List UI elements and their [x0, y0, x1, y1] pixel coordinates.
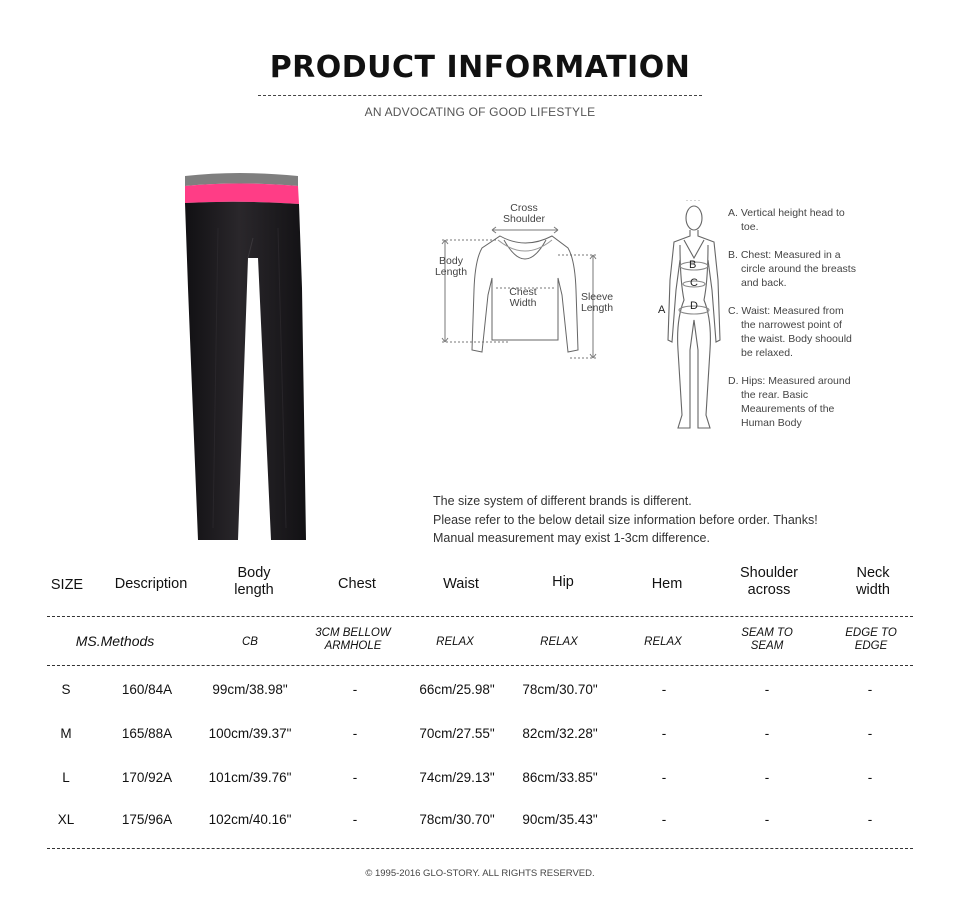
table-divider-2: [47, 665, 913, 666]
cell-body-length: 102cm/40.16": [208, 812, 292, 827]
cell-shoulder-across: -: [764, 812, 770, 827]
figure-label-c: C: [690, 277, 698, 289]
label-chest-width: Chest Width: [509, 286, 537, 309]
product-image-pants: [178, 168, 318, 546]
col-header-description: Description: [114, 576, 188, 592]
cell-shoulder-across: -: [764, 682, 770, 697]
col-header-hem: Hem: [651, 576, 683, 592]
cell-chest: -: [352, 682, 358, 697]
cell-size: L: [62, 770, 70, 785]
note-line-2: Please refer to the below detail size information before order. Thanks!: [433, 512, 818, 527]
method-shoulder-across: SEAM TO SEAM: [741, 627, 793, 652]
page-title: PRODUCT INFORMATION: [269, 50, 691, 85]
col-header-chest: Chest: [338, 576, 376, 592]
waistband-pink: [185, 184, 299, 205]
cell-description: 165/88A: [121, 726, 173, 741]
cell-body-length: 100cm/39.37": [208, 726, 292, 741]
copyright-footer: © 1995-2016 GLO-STORY. ALL RIGHTS RESERVED.: [365, 868, 595, 879]
legend-d: D. Hips: Measured around the rear. Basic Meaurements of the Human Body: [728, 375, 851, 429]
cell-hip: 82cm/32.28": [522, 726, 598, 741]
cell-waist: 66cm/25.98": [419, 682, 495, 697]
note-line-1: The size system of different brands is different.: [433, 494, 692, 508]
legend-b: B. Chest: Measured in a circle around the breasts and back.: [728, 249, 856, 289]
method-body-length: CB: [242, 636, 258, 648]
cell-neck-width: -: [867, 726, 873, 741]
cell-chest: -: [352, 812, 358, 827]
label-body-length: Body Length: [434, 255, 468, 278]
measurement-legend: [728, 206, 858, 444]
cell-size: M: [60, 726, 72, 741]
method-hem: RELAX: [644, 636, 682, 648]
col-header-body-length: Body length: [234, 565, 274, 598]
cell-size: XL: [57, 812, 75, 827]
cell-hip: 86cm/33.85": [522, 770, 598, 785]
cell-neck-width: -: [867, 812, 873, 827]
cell-hem: -: [661, 682, 667, 697]
methods-label: MS.Methods: [75, 633, 155, 649]
col-header-shoulder-across: Shoulder across: [739, 565, 799, 598]
size-notes: [433, 492, 818, 548]
human-body-figure: [664, 200, 724, 440]
cell-hip: 78cm/30.70": [522, 682, 598, 697]
cell-body-length: 99cm/38.98": [212, 682, 288, 697]
cell-chest: -: [352, 770, 358, 785]
col-header-hip: Hip: [552, 574, 574, 590]
figure-label-b: B: [689, 259, 697, 271]
method-waist: RELAX: [436, 636, 474, 648]
cell-waist: 74cm/29.13": [419, 770, 495, 785]
cell-shoulder-across: -: [764, 726, 770, 741]
cell-neck-width: -: [867, 682, 873, 697]
pants-body: [185, 202, 306, 540]
cell-chest: -: [352, 726, 358, 741]
note-line-3: Manual measurement may exist 1-3cm difference.: [433, 531, 710, 545]
label-sleeve-length: Sleeve Length: [580, 291, 614, 314]
figure-label-d: D: [690, 300, 698, 312]
col-header-size: SIZE: [50, 577, 84, 593]
cell-shoulder-across: -: [764, 770, 770, 785]
cell-neck-width: -: [867, 770, 873, 785]
cell-body-length: 101cm/39.76": [208, 770, 292, 785]
title-divider: [258, 95, 702, 96]
cell-waist: 78cm/30.70": [419, 812, 495, 827]
col-header-waist: Waist: [443, 576, 479, 592]
table-divider-3: [47, 848, 913, 849]
cell-description: 175/96A: [121, 812, 173, 827]
cell-hip: 90cm/35.43": [522, 812, 598, 827]
col-header-neck-width: Neck width: [856, 565, 890, 598]
cell-description: 170/92A: [121, 770, 173, 785]
legend-a: A. Vertical height head to toe.: [728, 207, 845, 233]
method-neck-width: EDGE TO EDGE: [845, 627, 897, 652]
figure-label-a: A: [658, 304, 666, 316]
cell-size: S: [61, 682, 71, 697]
page-subtitle: AN ADVOCATING OF GOOD LIFESTYLE: [364, 105, 596, 119]
cell-hem: -: [661, 812, 667, 827]
cell-description: 160/84A: [121, 682, 173, 697]
legend-c: C. Waist: Measured from the narrowest point of the waist. Body shoould be relaxed.: [728, 305, 852, 359]
table-divider-1: [47, 616, 913, 617]
label-cross-shoulder: Cross Shoulder: [502, 202, 546, 225]
cell-hem: -: [661, 770, 667, 785]
cell-hem: -: [661, 726, 667, 741]
method-hip: RELAX: [540, 636, 578, 648]
method-chest: 3CM BELLOW ARMHOLE: [315, 627, 391, 652]
cell-waist: 70cm/27.55": [419, 726, 495, 741]
